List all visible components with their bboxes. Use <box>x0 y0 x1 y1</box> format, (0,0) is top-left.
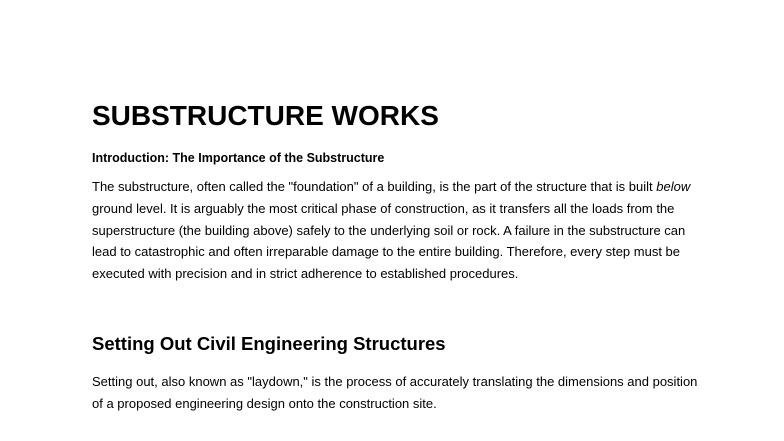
intro-paragraph-emphasis: below <box>656 179 691 194</box>
document-title: SUBSTRUCTURE WORKS <box>92 100 439 131</box>
intro-paragraph-text-1: The substructure, often called the "foundation" of a building, is the part of the structure that is built <box>92 179 657 194</box>
section-paragraph: Setting out, also known as "laydown," is the process of accurately translating the dimensions and position of a proposed engineering design onto the construction site. <box>92 373 698 411</box>
intro-heading: Introduction: The Importance of the Substructure <box>92 151 385 165</box>
intro-paragraph-text-2: ground level. It is arguably the most critical phase of construction, as it transfers all the loads from the superstructure (the building above) safely to the underlying soil or rock. A failure in the substructure can lead to catastrophic and often irreparable damage to the entire building. Therefore, every step must be executed with precision and in strict adherence to established procedures. <box>92 200 686 282</box>
intro-paragraph <box>92 176 702 285</box>
section-heading: Setting Out Civil Engineering Structures <box>92 332 446 354</box>
document-body <box>92 96 702 415</box>
